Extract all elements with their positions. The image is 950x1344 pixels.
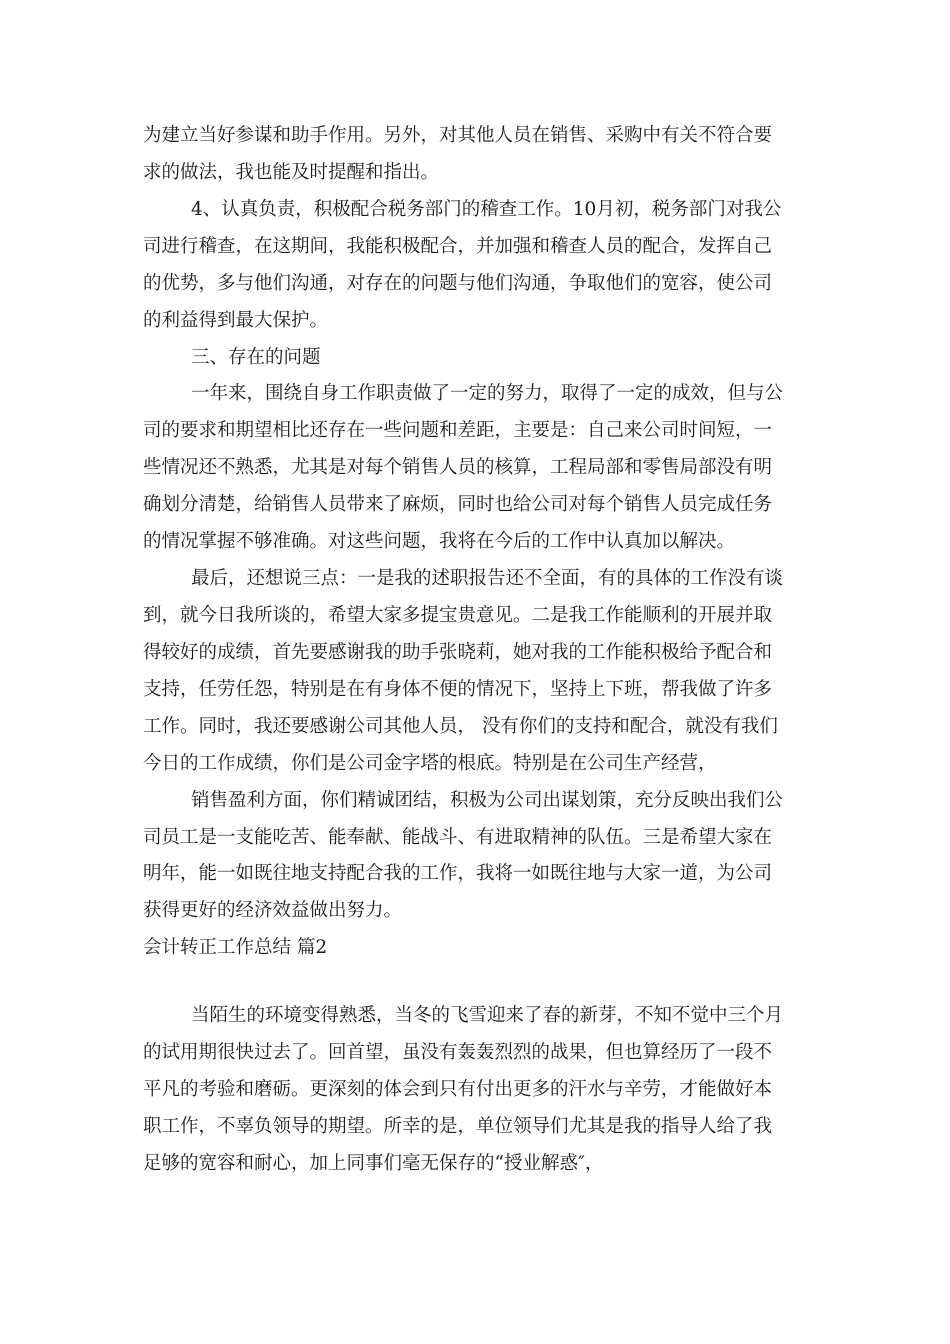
text-line: 求的做法，我也能及时提醒和指出。: [143, 162, 440, 183]
text-line: 些情况还不熟悉，尤其是对每个销售人员的核算，工程局部和零售局部没有明: [143, 457, 773, 478]
text-line: 工作。同时，我还要感谢公司其他人员， 没有你们的支持和配合，就没有我们: [143, 716, 778, 737]
text-line: 一年来，围绕自身工作职责做了一定的努力，取得了一定的成效，但与公: [191, 383, 784, 404]
text-line: 的利益得到最大保护。: [143, 310, 329, 331]
text-line: 足够的宽容和耐心，加上同事们毫无保存的“授业解惑″，: [143, 1153, 604, 1174]
text-line: 为建立当好参谋和助手作用。另外，对其他人员在销售、采购中有关不符合要: [143, 125, 773, 146]
text-line: 平凡的考验和磨砺。更深刻的体会到只有付出更多的汗水与辛劳，才能做好本: [143, 1079, 773, 1100]
text-line: 司进行稽查，在这期间，我能积极配合，并加强和稽查人员的配合，发挥自己: [143, 236, 773, 257]
text-line: 销售盈利方面，你们精诚团结，积极为公司出谋划策，充分反映出我们公: [191, 790, 784, 811]
text-line: 得较好的成绩，首先要感谢我的助手张晓莉，她对我的工作能积极给予配合和: [143, 642, 773, 663]
text-line: 最后，还想说三点：一是我的述职报告还不全面，有的具体的工作没有谈: [191, 568, 784, 589]
text-line: 获得更好的经济效益做出努力。: [143, 900, 403, 921]
text-line: 确划分清楚，给销售人员带来了麻烦，同时也给公司对每个销售人员完成任务: [143, 494, 773, 515]
section-title: 会计转正工作总结 篇2: [143, 937, 328, 958]
text-line: 今日的工作成绩，你们是公司金字塔的根底。特别是在公司生产经营，: [143, 753, 717, 774]
section-heading: 三、存在的问题: [191, 347, 321, 368]
text-line: 司员工是一支能吃苦、能奉献、能战斗、有进取精神的队伍。三是希望大家在: [143, 827, 773, 848]
text-line: 的试用期很快过去了。回首望，虽没有轰轰烈烈的战果，但也算经历了一段不: [143, 1042, 773, 1063]
text-line: 支持，任劳任怨，特别是在有身体不便的情况下，坚持上下班，帮我做了许多: [143, 679, 773, 700]
text-line: 的优势，多与他们沟通，对存在的问题与他们沟通，争取他们的宽容，使公司: [143, 273, 773, 294]
text-line: 明年，能一如既往地支持配合我的工作，我将一如既往地与大家一道，为公司: [143, 863, 773, 884]
text-line: 职工作，不辜负领导的期望。所幸的是，单位领导们尤其是我的指导人给了我: [143, 1116, 773, 1137]
text-line: 到，就今日我所谈的，希望大家多提宝贵意见。二是我工作能顺利的开展并取: [143, 605, 773, 626]
text-line: 当陌生的环境变得熟悉，当冬的飞雪迎来了春的新芽，不知不觉中三个月: [191, 1005, 784, 1026]
text-line: 的情况掌握不够准确。对这些问题，我将在今后的工作中认真加以解决。: [143, 531, 736, 552]
text-line: 司的要求和期望相比还存在一些问题和差距，主要是：自己来公司时间短，一: [143, 420, 773, 441]
text-line: 4、认真负责，积极配合税务部门的稽查工作。10月初，税务部门对我公: [191, 199, 782, 220]
